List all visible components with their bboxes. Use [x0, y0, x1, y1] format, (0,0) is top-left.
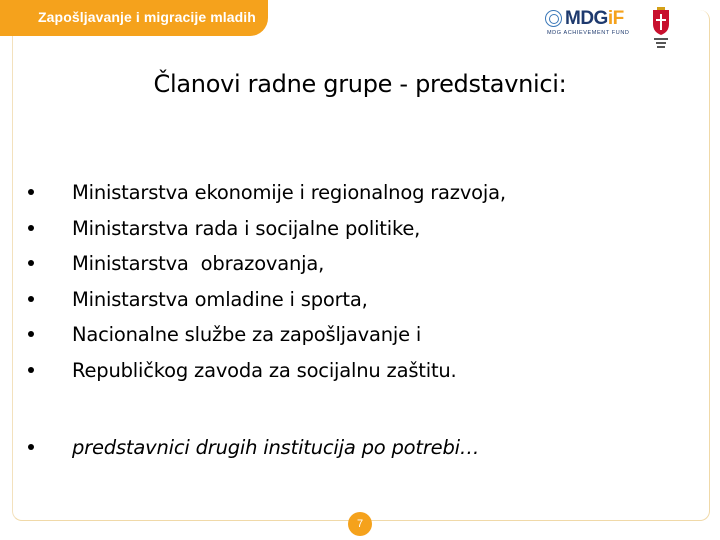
list-item: Republičkog zavoda za socijalnu zaštitu.: [28, 353, 506, 389]
header-banner: [0, 0, 268, 36]
list-item: Nacionalne službe za zapošljavanje i: [28, 317, 506, 353]
list-item: Ministarstva obrazovanja,: [28, 246, 506, 282]
bullet-icon: [28, 444, 34, 450]
representatives-list: [28, 175, 506, 388]
bullet-icon: [28, 260, 34, 266]
mdg-fund-logo: [545, 8, 635, 40]
banner-title: Zapošljavanje i migracije mladih: [38, 9, 256, 25]
bullet-icon: [28, 189, 34, 195]
list-item-other-institutions: predstavnici drugih institucija po potrebi…: [28, 430, 479, 466]
page-number: 7: [348, 512, 372, 536]
list-item: Ministarstva omladine i sporta,: [28, 282, 506, 318]
bullet-icon: [28, 331, 34, 337]
mdg-logo-subtitle: MDG ACHIEVEMENT FUND: [547, 30, 630, 36]
serbia-coat-of-arms-icon: [648, 6, 674, 50]
extra-list: [28, 430, 479, 466]
bullet-icon: [28, 296, 34, 302]
un-emblem-icon: [545, 10, 562, 27]
list-item: Ministarstva ekonomije i regionalnog razvoja,: [28, 175, 506, 211]
list-item: Ministarstva rada i socijalne politike,: [28, 211, 506, 247]
mdg-logo-text: MDGiF: [565, 8, 624, 29]
bullet-icon: [28, 225, 34, 231]
slide-title: Članovi radne grupe - predstavnici:: [153, 70, 567, 98]
bullet-icon: [28, 367, 34, 373]
